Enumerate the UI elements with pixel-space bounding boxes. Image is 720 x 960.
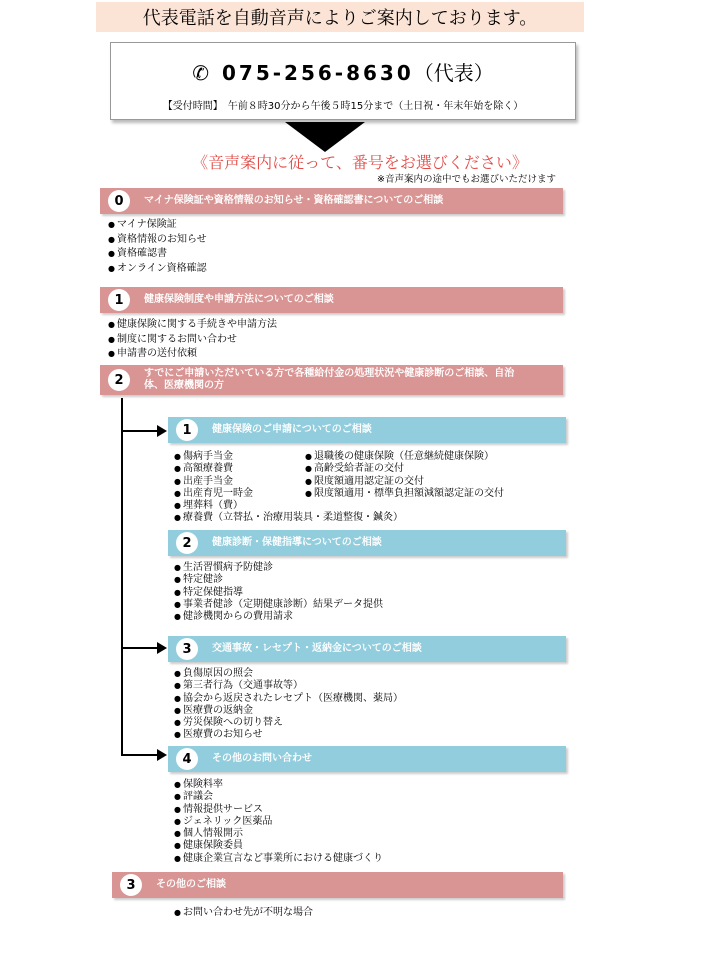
list-item: ● 健診機関からの費用請求 bbox=[174, 611, 383, 623]
list-item: ● 資格情報のお知らせ bbox=[108, 233, 207, 248]
menu-2-bar bbox=[100, 365, 563, 395]
list-item: ● 出産手当金 bbox=[174, 476, 403, 488]
list-item: ● 特定保健指導 bbox=[174, 587, 383, 599]
menu-0-number: 0 bbox=[108, 190, 130, 212]
list-item: ● 健康保険委員 bbox=[174, 840, 383, 852]
reception-hours: 【受付時間】 午前８時30分から午後５時15分まで（土日祝・年末年始を除く） bbox=[162, 101, 524, 112]
sub-3-bar bbox=[168, 636, 566, 662]
sub-3-number: 3 bbox=[176, 638, 198, 660]
list-item: ● オンライン資格確認 bbox=[108, 262, 207, 277]
list-item: ● ジェネリック医薬品 bbox=[174, 816, 383, 828]
menu-0-list bbox=[108, 218, 207, 276]
sub-4-label: その他のお問い合わせ bbox=[212, 753, 312, 764]
menu-1-bar bbox=[100, 287, 563, 313]
list-item: ● 負傷原因の照会 bbox=[174, 668, 403, 680]
sub-3-list bbox=[174, 668, 403, 742]
list-item: ● 労災保険への切り替え bbox=[174, 717, 403, 729]
menu-2-number: 2 bbox=[108, 369, 130, 391]
phone-suffix: （代表） bbox=[413, 61, 494, 85]
list-item: ● 出産育児一時金 bbox=[174, 488, 403, 500]
menu-1-list bbox=[108, 318, 277, 362]
menu-1-number: 1 bbox=[108, 289, 130, 311]
menu-1-label: 健康保険制度や申請方法についてのご相談 bbox=[144, 294, 334, 305]
sub-2-list bbox=[174, 562, 383, 623]
banner: 代表電話を自動音声によりご案内しております。 bbox=[96, 2, 584, 32]
phone-number-text: 075-256-8630 bbox=[221, 61, 414, 85]
sub-4-bar bbox=[168, 746, 566, 772]
list-item: ● お問い合わせ先が不明な場合 bbox=[174, 906, 313, 921]
list-item: ● マイナ保険証 bbox=[108, 218, 207, 233]
list-item: ● 高齢受給者証の交付 bbox=[305, 463, 504, 475]
phone-number bbox=[111, 57, 575, 86]
list-item: ● 医療費のお知らせ bbox=[174, 729, 403, 741]
down-arrow-icon bbox=[285, 122, 365, 152]
connector-4 bbox=[121, 754, 159, 756]
sub-2-label: 健康診断・保健指導についてのご相談 bbox=[212, 537, 382, 548]
connector-3 bbox=[121, 647, 159, 649]
list-item: ● 生活習慣病予防健診 bbox=[174, 562, 383, 574]
list-item: ● 保険料率 bbox=[174, 779, 383, 791]
menu-0-bar bbox=[100, 188, 563, 214]
list-item: ● 埋葬料（費） bbox=[174, 500, 403, 512]
list-item: ● 個人情報開示 bbox=[174, 828, 383, 840]
list-item: ● 評議会 bbox=[174, 791, 383, 803]
note: ※音声案内の途中でもお選びいただけます bbox=[377, 174, 556, 185]
sub-1-number: 1 bbox=[176, 419, 198, 441]
list-item: ● 申請書の送付依頼 bbox=[108, 347, 277, 362]
menu-3-number: 3 bbox=[120, 874, 142, 896]
sub-1-list-right bbox=[305, 451, 504, 500]
list-item: ● 協会から返戻されたレセプト（医療機関、薬局） bbox=[174, 693, 403, 705]
list-item: ● 制度に関するお問い合わせ bbox=[108, 333, 277, 348]
arrow-right-icon bbox=[157, 642, 167, 654]
connector-1 bbox=[121, 430, 159, 432]
list-item: ● 療養費（立替払・治療用装具・柔道整復・鍼灸） bbox=[174, 512, 403, 524]
arrow-right-icon bbox=[157, 749, 167, 761]
menu-3-list bbox=[174, 906, 313, 921]
sub-1-label: 健康保険のご申請についてのご相談 bbox=[212, 424, 372, 435]
sub-4-number: 4 bbox=[176, 748, 198, 770]
sub-1-bar bbox=[168, 417, 566, 443]
list-item: ● 第三者行為（交通事故等） bbox=[174, 680, 403, 692]
list-item: ● 健康企業宣言など事業所における健康づくり bbox=[174, 853, 383, 865]
sub-4-list bbox=[174, 779, 383, 865]
list-item: ● 高額療養費 bbox=[174, 463, 403, 475]
menu-3-bar bbox=[112, 872, 563, 898]
list-item: ● 退職後の健康保険（任意継続健康保険） bbox=[305, 451, 504, 463]
list-item: ● 限度額適用・標準負担額減額認定証の交付 bbox=[305, 488, 504, 500]
menu-3-label: その他のご相談 bbox=[156, 879, 226, 890]
list-item: ● 情報提供サービス bbox=[174, 804, 383, 816]
sub-3-label: 交通事故・レセプト・返納金についてのご相談 bbox=[212, 643, 422, 654]
sub-2-number: 2 bbox=[176, 532, 198, 554]
list-item: ● 限度額適用認定証の交付 bbox=[305, 476, 504, 488]
arrow-right-icon bbox=[157, 425, 167, 437]
connector-vertical bbox=[121, 398, 123, 755]
list-item: ● 健康保険に関する手続きや申請方法 bbox=[108, 318, 277, 333]
list-item: ● 傷病手当金 bbox=[174, 451, 403, 463]
list-item: ● 医療費の返納金 bbox=[174, 705, 403, 717]
phone-icon: ✆ bbox=[192, 61, 213, 85]
menu-2-label: すでにご申請いただいている方で各種給付金の処理状況や健康診断のご相談、自治体、医療機関の方 bbox=[144, 368, 515, 391]
headline: 《音声案内に従って、番号をお選びください》 bbox=[192, 153, 528, 172]
sub-2-bar bbox=[168, 530, 566, 556]
menu-0-label: マイナ保険証や資格情報のお知らせ・資格確認書についてのご相談 bbox=[144, 195, 444, 206]
list-item: ● 特定健診 bbox=[174, 574, 383, 586]
list-item: ● 資格確認書 bbox=[108, 247, 207, 262]
list-item: ● 事業者健診（定期健康診断）結果データ提供 bbox=[174, 599, 383, 611]
phone-box bbox=[110, 42, 576, 120]
